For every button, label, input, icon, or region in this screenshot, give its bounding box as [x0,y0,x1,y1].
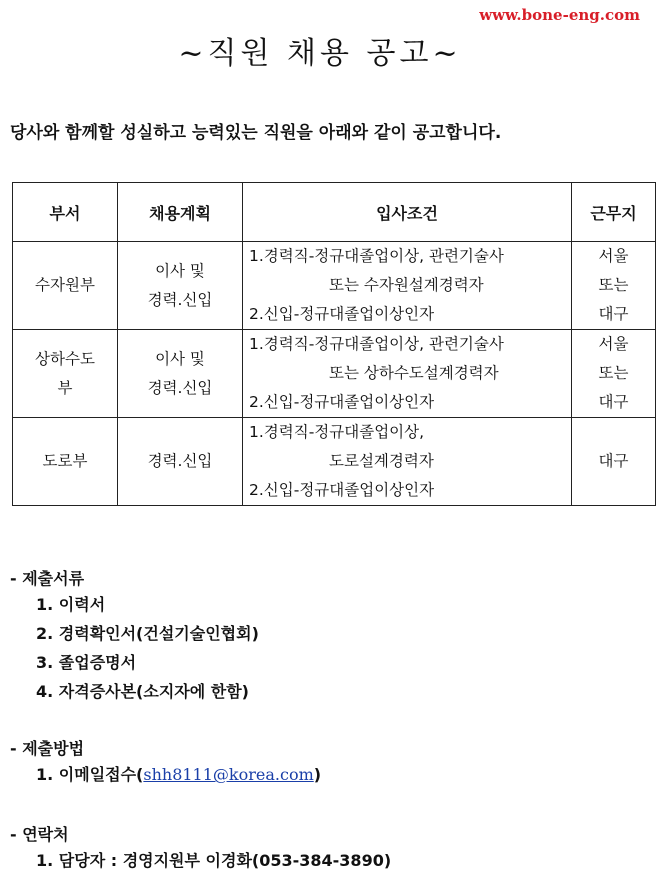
location-line: 대구 [598,305,629,323]
condition-line: 도로설계경력자 [329,452,434,470]
location-cell [572,242,656,330]
location-line: 서울 [598,335,629,353]
contact-heading: - 연락처 [10,825,69,844]
header-department: 부서 [13,183,118,242]
condition-line: 1.경력직-정규대졸업이상, 관련기술사 [249,247,504,265]
intro-text: 당사와 함께할 성실하고 능력있는 직원을 아래와 같이 공고합니다. [10,123,502,143]
department-cell [13,242,118,330]
table-row [13,330,656,418]
plan-line: 경력.신입 [147,290,213,309]
contact-list [36,846,391,875]
location-line: 대구 [598,393,629,411]
condition-line: 2.신입-정규대졸업이상인자 [249,305,435,323]
list-item: 3. 졸업증명서 [36,653,137,672]
department-name: 부 [57,378,73,397]
condition-line: 1.경력직-정규대졸업이상, [249,423,425,441]
plan-line: 이사 및 [155,261,205,280]
location-line: 또는 [598,364,629,382]
header-hiring-plan: 채용계획 [118,183,243,242]
department-cell [13,418,118,506]
department-name: 수자원부 [35,276,95,294]
method-suffix: ) [313,765,322,784]
department-name: 상하수도 [35,349,95,368]
location-line: 서울 [598,247,629,265]
site-url[interactable]: www.bone-eng.com [479,6,640,24]
department-cell [13,330,118,418]
condition-line: 2.신입-정규대졸업이상인자 [249,393,435,411]
conditions-cell [243,418,572,506]
table-row [13,242,656,330]
method-heading: - 제출방법 [10,739,85,758]
email-link[interactable]: shh8111@korea.com [143,765,314,784]
department-name: 도로부 [42,452,88,470]
documents-list [36,590,259,706]
condition-line: 또는 수자원설계경력자 [329,276,484,294]
hiring-plan-cell [118,242,243,330]
plan-line: 경력.신입 [147,378,213,397]
table-row [13,418,656,506]
method-prefix: 1. 이메일접수( [36,765,144,784]
location-cell [572,330,656,418]
header-location: 근무지 [572,183,656,242]
table-header-row [13,183,656,242]
list-item: 1. 이력서 [36,595,106,614]
plan-line: 이사 및 [155,349,205,368]
list-item [36,760,321,789]
condition-line: 또는 상하수도설계경력자 [329,364,499,382]
documents-heading: - 제출서류 [10,569,85,588]
list-item: 2. 경력확인서(건설기술인협회) [36,624,259,643]
conditions-cell [243,330,572,418]
condition-line: 1.경력직-정규대졸업이상, 관련기술사 [249,335,504,353]
condition-line: 2.신입-정규대졸업이상인자 [249,481,435,499]
page-title: ~직원 채용 공고~ [178,36,462,71]
method-list [36,760,321,789]
list-item: 1. 담당자 : 경영지원부 이경화(053-384-3890) [36,851,392,870]
header-conditions: 입사조건 [243,183,572,242]
location-line: 대구 [598,452,629,470]
hiring-plan-cell [118,418,243,506]
location-cell [572,418,656,506]
list-item: 4. 자격증사본(소지자에 한함) [36,682,249,701]
conditions-cell [243,242,572,330]
hiring-plan-cell [118,330,243,418]
recruitment-table [12,182,656,506]
plan-line: 경력.신입 [147,452,213,470]
location-line: 또는 [598,276,629,294]
